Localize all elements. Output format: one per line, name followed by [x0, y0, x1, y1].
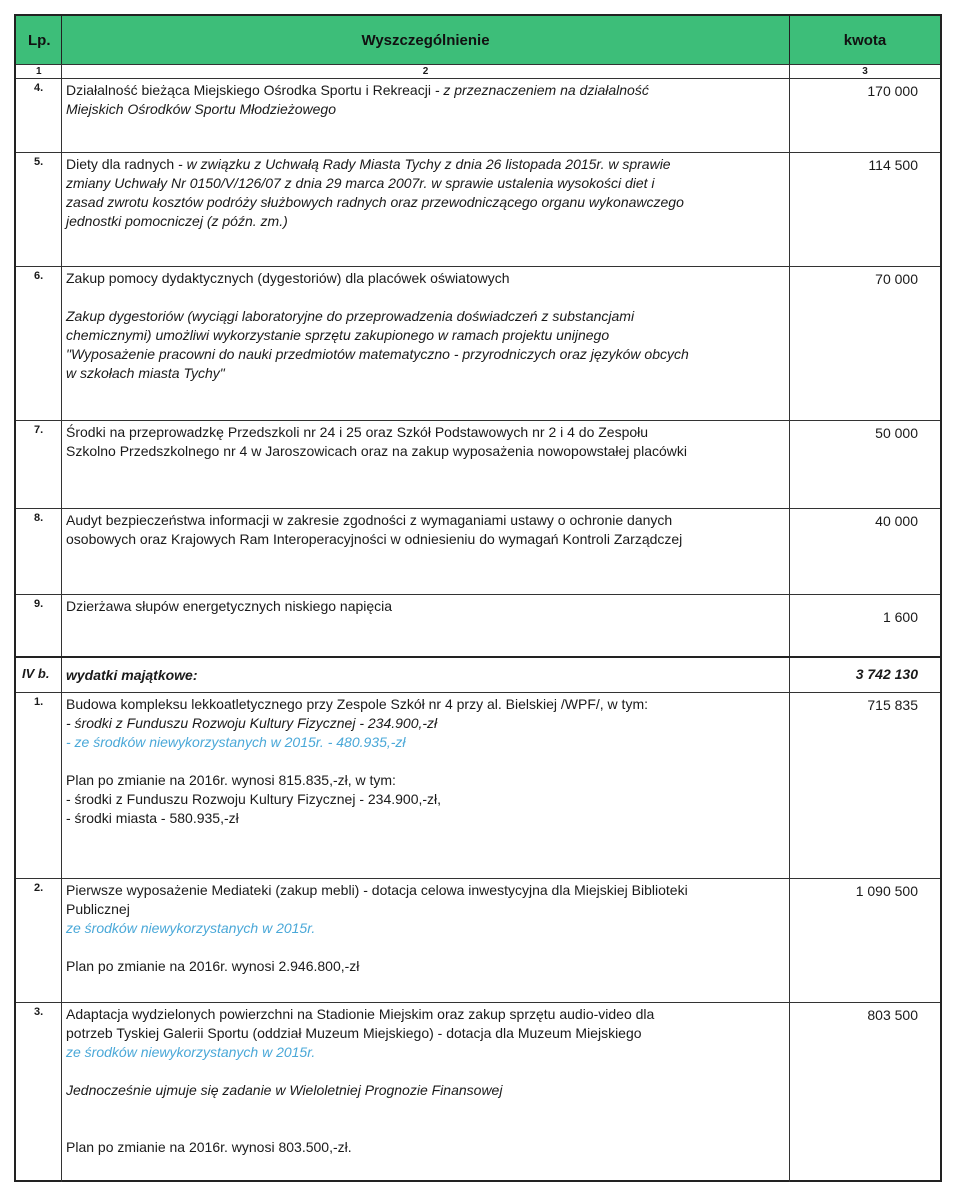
row-line: Publicznej [66, 901, 130, 917]
row-description [62, 153, 790, 266]
row-line: "Wyposażenie pracowni do nauki przedmiotów matematyczno - przyrodniczych oraz języków obcych [66, 346, 689, 362]
row-amount: 715 835 [867, 697, 918, 713]
row-line: Miejskich Ośrodków Sportu Młodzieżowego [66, 101, 336, 117]
colnum-2: 2 [62, 65, 790, 78]
table-header [16, 16, 940, 64]
row-title: Działalność bieżąca Miejskiego Ośrodka Sportu i Rekreacji [66, 82, 431, 98]
row-line: zasad zwrotu kosztów podróży służbowych radnych oraz przewodniczącego organu wykonawczego [66, 194, 684, 210]
table-row [16, 420, 940, 508]
budget-table [14, 14, 942, 1182]
row-amount: 70 000 [875, 271, 918, 287]
row-amount: 1 600 [882, 609, 918, 625]
column-number-row [16, 64, 940, 78]
plan-line: Plan po zmianie na 2016r. wynosi 803.500,-zł. [66, 1139, 352, 1155]
row-description [62, 693, 790, 878]
row-amount: 1 090 500 [855, 883, 918, 899]
row-line: w szkołach miasta Tychy" [66, 365, 225, 381]
plan-line: Plan po zmianie na 2016r. wynosi 815.835,-zł, w tym: [66, 772, 396, 788]
row-description [62, 509, 790, 594]
row-line: Audyt bezpieczeństwa informacji w zakresie zgodności z wymaganiami ustawy o ochronie danych [66, 512, 673, 528]
section-title: wydatki majątkowe: [62, 658, 790, 692]
row-lp: 5. [16, 153, 62, 266]
row-line: Pierwsze wyposażenie Mediateki (zakup mebli) - dotacja celowa inwestycyjna dla Miejskiej Biblioteki [66, 882, 688, 898]
row-title: Zakup pomocy dydaktycznych (dygestoriów) dla placówek oświatowych [66, 270, 510, 286]
row-amount: 40 000 [875, 513, 918, 529]
row-lp: 4. [16, 79, 62, 152]
row-line: Środki na przeprowadzkę Przedszkoli nr 24 i 25 oraz Szkół Podstawowych nr 2 i 4 do Zespołu [66, 424, 649, 440]
row-line: zmiany Uchwały Nr 0150/V/126/07 z dnia 29 marca 2007r. w sprawie ustalenia wysokości diet i [66, 175, 655, 191]
row-lp: 3. [16, 1003, 62, 1182]
row-amount: 170 000 [867, 83, 918, 99]
row-amount: 114 500 [868, 157, 918, 173]
table-row [16, 78, 940, 152]
row-title-italic: - z przeznaczeniem na działalność [430, 82, 649, 98]
row-line: chemicznymi) umożliwi wykorzystanie sprzętu zakupionego w ramach projektu unijnego [66, 327, 610, 343]
row-description [62, 595, 790, 656]
row-lp: 9. [16, 595, 62, 656]
row-line: Szkolno Przedszkolnego nr 4 w Jaroszowicach oraz na zakup wyposażenia nowopowstałej placówki [66, 443, 687, 459]
section-row [16, 656, 940, 692]
plan-line: - środki z Funduszu Rozwoju Kultury Fizycznej - 234.900,-zł, [66, 791, 442, 807]
plan-line: Plan po zmianie na 2016r. wynosi 2.946.800,-zł [66, 958, 360, 974]
row-description [62, 1003, 790, 1182]
row-lp: 6. [16, 267, 62, 420]
section-lp: IV b. [16, 658, 62, 692]
plan-line: - środki miasta - 580.935,-zł [66, 810, 239, 826]
row-note: Jednocześnie ujmuje się zadanie w Wieloletniej Prognozie Finansowej [66, 1082, 503, 1098]
table-row [16, 692, 940, 878]
table-row [16, 594, 940, 656]
row-title: Budowa kompleksu lekkoatletycznego przy Zespole Szkół nr 4 przy al. Bielskiej /WPF/, w tym: [66, 696, 648, 712]
table-row [16, 266, 940, 420]
row-line: osobowych oraz Krajowych Ram Interoperacyjności w odniesieniu do wymagań Kontroli Zarządczej [66, 531, 683, 547]
colnum-1: 1 [16, 65, 62, 78]
row-line: potrzeb Tyskiej Galerii Sportu (oddział Muzeum Miejskiego) - dotacja dla Muzeum Miejskiego [66, 1025, 642, 1041]
section-amount: 3 742 130 [855, 666, 918, 682]
table-row [16, 508, 940, 594]
table-row [16, 152, 940, 266]
row-subline-blue: ze środków niewykorzystanych w 2015r. [66, 1044, 316, 1060]
row-description [62, 879, 790, 1002]
row-amount: 50 000 [875, 425, 918, 441]
header-description: Wyszczególnienie [62, 16, 790, 64]
row-description [62, 421, 790, 508]
row-subline: - środki z Funduszu Rozwoju Kultury Fizycznej - 234.900,-zł [66, 715, 438, 731]
row-subline-blue: - ze środków niewykorzystanych w 2015r. - 480.935,-zł [66, 734, 406, 750]
table-row [16, 1002, 940, 1182]
row-line: Dzierżawa słupów energetycznych niskiego napięcia [66, 598, 393, 614]
row-description [62, 267, 790, 420]
row-line: jednostki pomocniczej (z późn. zm.) [66, 213, 288, 229]
row-lp: 7. [16, 421, 62, 508]
row-lp: 8. [16, 509, 62, 594]
row-title-italic: - w związku z Uchwałą Rady Miasta Tychy z dnia 26 listopada 2015r. w sprawie [174, 156, 671, 172]
row-amount: 803 500 [867, 1007, 918, 1023]
row-subline-blue: ze środków niewykorzystanych w 2015r. [66, 920, 316, 936]
row-lp: 1. [16, 693, 62, 878]
row-line: Zakup dygestoriów (wyciągi laboratoryjne do przeprowadzenia doświadczeń z substancjami [66, 308, 635, 324]
colnum-3: 3 [862, 66, 868, 77]
header-lp: Lp. [16, 16, 62, 64]
header-amount: kwota [843, 31, 887, 49]
row-lp: 2. [16, 879, 62, 1002]
row-line: Adaptacja wydzielonych powierzchni na Stadionie Miejskim oraz zakup sprzętu audio-video dla [66, 1006, 655, 1022]
row-title: Diety dla radnych [66, 156, 175, 172]
table-row [16, 878, 940, 1002]
row-description [62, 79, 790, 152]
